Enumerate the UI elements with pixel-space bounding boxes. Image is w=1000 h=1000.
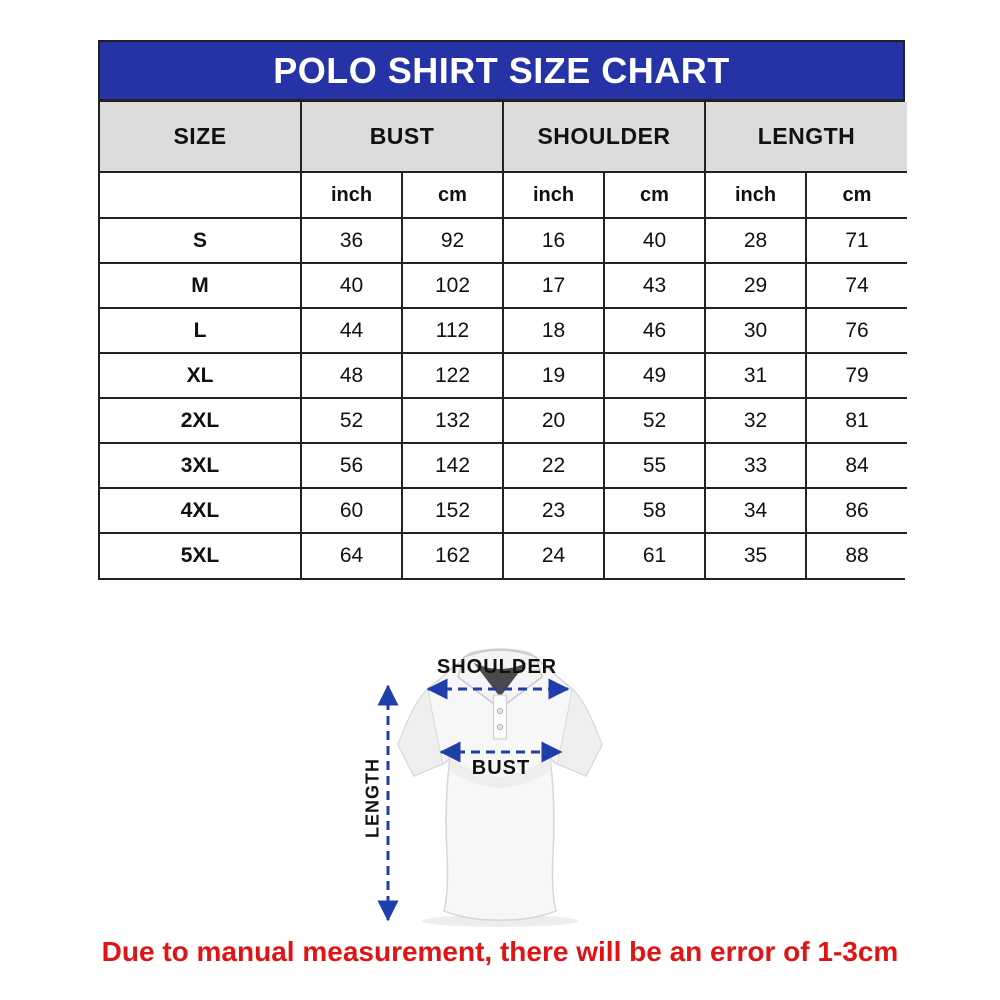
table-cell: 86	[806, 488, 907, 533]
table-cell: 17	[503, 263, 604, 308]
table-row-4xl	[100, 488, 907, 533]
size-label: 4XL	[100, 488, 301, 533]
unit-cell: inch	[705, 172, 806, 218]
column-header-length: LENGTH	[705, 102, 907, 172]
unit-cell: inch	[503, 172, 604, 218]
table-cell: 56	[301, 443, 402, 488]
bust-measure-label: BUST	[471, 757, 531, 779]
table-row-s	[100, 218, 907, 263]
size-label: L	[100, 308, 301, 353]
size-label: XL	[100, 353, 301, 398]
size-chart	[98, 40, 905, 580]
table-cell: 162	[402, 533, 503, 578]
table-unit-row	[100, 172, 907, 218]
table-cell: 20	[503, 398, 604, 443]
table-cell: 40	[604, 218, 705, 263]
table-cell: 52	[301, 398, 402, 443]
measurement-diagram	[0, 620, 1000, 950]
table-cell: 88	[806, 533, 907, 578]
unit-cell: cm	[604, 172, 705, 218]
size-label: 3XL	[100, 443, 301, 488]
table-cell: 152	[402, 488, 503, 533]
size-label: S	[100, 218, 301, 263]
table-cell: 92	[402, 218, 503, 263]
table-cell: 32	[705, 398, 806, 443]
table-cell: 46	[604, 308, 705, 353]
length-measure-label: LENGTH	[362, 758, 383, 838]
table-cell: 81	[806, 398, 907, 443]
table-cell: 23	[503, 488, 604, 533]
table-cell: 112	[402, 308, 503, 353]
table-cell: 132	[402, 398, 503, 443]
unit-cell: cm	[806, 172, 907, 218]
column-header-shoulder: SHOULDER	[503, 102, 705, 172]
size-label: 2XL	[100, 398, 301, 443]
table-row-5xl	[100, 533, 907, 578]
table-cell: 71	[806, 218, 907, 263]
polo-shirt-image	[390, 645, 610, 930]
table-cell: 55	[604, 443, 705, 488]
unit-cell-empty	[100, 172, 301, 218]
table-cell: 79	[806, 353, 907, 398]
table-cell: 64	[301, 533, 402, 578]
table-cell: 18	[503, 308, 604, 353]
table-cell: 28	[705, 218, 806, 263]
shoulder-measure-label: SHOULDER	[436, 656, 558, 678]
table-cell: 61	[604, 533, 705, 578]
table-cell: 24	[503, 533, 604, 578]
table-cell: 60	[301, 488, 402, 533]
table-cell: 34	[705, 488, 806, 533]
table-cell: 84	[806, 443, 907, 488]
unit-cell: inch	[301, 172, 402, 218]
table-cell: 40	[301, 263, 402, 308]
table-cell: 58	[604, 488, 705, 533]
table-cell: 30	[705, 308, 806, 353]
table-row-3xl	[100, 443, 907, 488]
table-row-xl	[100, 353, 907, 398]
table-cell: 52	[604, 398, 705, 443]
table-cell: 19	[503, 353, 604, 398]
table-cell: 29	[705, 263, 806, 308]
unit-cell: cm	[402, 172, 503, 218]
size-label: M	[100, 263, 301, 308]
table-row-l	[100, 308, 907, 353]
table-cell: 43	[604, 263, 705, 308]
table-cell: 49	[604, 353, 705, 398]
table-row-2xl	[100, 398, 907, 443]
table-cell: 35	[705, 533, 806, 578]
chart-title: POLO SHIRT SIZE CHART	[100, 42, 903, 102]
table-cell: 102	[402, 263, 503, 308]
table-header-row	[100, 102, 907, 172]
table-cell: 74	[806, 263, 907, 308]
table-cell: 36	[301, 218, 402, 263]
size-label: 5XL	[100, 533, 301, 578]
table-row-m	[100, 263, 907, 308]
measurement-disclaimer: Due to manual measurement, there will be an error of 1-3cm	[101, 936, 899, 967]
table-cell: 22	[503, 443, 604, 488]
table-cell: 48	[301, 353, 402, 398]
table-cell: 33	[705, 443, 806, 488]
table-cell: 31	[705, 353, 806, 398]
table-cell: 76	[806, 308, 907, 353]
column-header-size: SIZE	[100, 102, 301, 172]
table-cell: 44	[301, 308, 402, 353]
table-cell: 142	[402, 443, 503, 488]
size-table	[100, 102, 907, 578]
column-header-bust: BUST	[301, 102, 503, 172]
table-cell: 122	[402, 353, 503, 398]
table-cell: 16	[503, 218, 604, 263]
